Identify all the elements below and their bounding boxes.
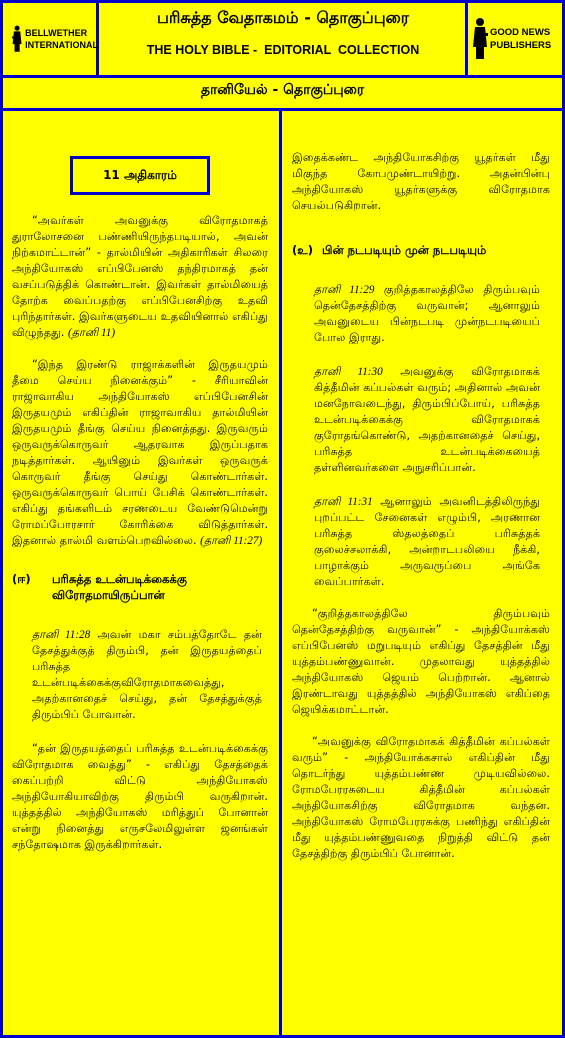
book-title: தானியேல் - தொகுப்புரை	[200, 82, 365, 98]
verse-reference: தானி 11:31	[314, 496, 373, 508]
header-title-english: THE HOLY BIBLE - EDITORIAL COLLECTION	[146, 43, 420, 57]
verse-reference: தானி 11:28	[32, 629, 91, 641]
verse-reference: (தானி 11)	[67, 327, 116, 339]
verse-quote: தானி 11:31 ஆனாலும் அவனிடத்திலிருந்து புறப்பட்ட சேனைகள் எழும்பி, அரணான பரிசுத்த ஸ்தலத்தைப் பரிசுத்தக் குலைச்சலாக்கி, அன்றாடபலியை நீக்கி, பாழாக்கும் அருவருப்பை அங்கே வைப்பார்கள்.	[314, 495, 540, 588]
preacher-figure-icon	[12, 17, 22, 61]
verse-reference: (தானி 11:27)	[200, 535, 263, 547]
commentary-paragraph: “அவர்கள் அவனுக்கு விரோதமாகத் துராலோசனை பண்ணியிருந்தபடியால், அவன் நிற்கமாட்டான்” - தால்மியின் அதிகாரிகள் சிலரை அந்தியோகஸ் எப்பிபேனஸ் தந்திரமாகத் தன் வசப்படுத்திக் கொண்டான். இவர்கள் தால்மியைத் தோற்க வைப்பதற்கு எப்பிபேனசிற்கு உதவி புரிந்தார்கள். இவர்களுடைய உதவியினால் எகிப்து விழுந்தது. (தானி 11)	[12, 214, 268, 339]
section-heading-text: பரிசுத்த உடன்படிக்கைக்கு விரோதமாயிருப்பான்	[52, 572, 187, 602]
header-title-tamil: பரிசுத்த வேதாகமம் - தொகுப்புரை	[156, 8, 410, 27]
logo-divider-right	[465, 0, 468, 76]
section-mark: (ஈ)	[12, 572, 31, 586]
section-mark: (உ)	[292, 243, 313, 257]
preacher-figure-icon	[472, 17, 488, 61]
commentary-paragraph: “அவனுக்கு விரோதமாகக் கித்தீமின் கப்பல்கள் வரும்” - அந்தியோக்கசால் எகிப்தின் மீது தொடர்ந்து யுத்தம்பண்ண முடியவில்லை. ரோமபேரரசுடைய கித்தீமின் கப்பல்கள் அந்தியோகசிற்கு விரோதமாக வந்தன. அந்தியோகஸ் ரோமபேரரசுக்கு பணிந்து எகிப்தின் மீது யுத்தம்பண்ணுவதை நிறுத்தி விட்டு தன் தேசத்திற்கு திரும்பிப் போனான்.	[292, 735, 550, 860]
commentary-paragraph: இதைக்கண்ட அந்தியோகசிற்கு யூதர்கள் மீது மிகுந்த கோபமுண்டாயிற்று. அதன்பின்பு அந்தியோகஸ் யூதர்களுக்கு விரோதமாக செயல்படுகிறான்.	[292, 151, 550, 212]
right-column	[292, 114, 550, 862]
chapter-label: 11 அதிகாரம்	[103, 168, 177, 182]
verse-reference: தானி 11:30	[314, 366, 383, 378]
verse-quote: தானி 11:29 குறித்தகாலத்திலே திரும்பவும் தென்தேசத்திற்கு வருவான்; ஆனாலும் அவனுடைய பின்நடபடி முன்நடபடியைப் போல இராது.	[314, 283, 540, 344]
commentary-paragraph: “இந்த இரண்டு ராஜாக்களின் இருதயமும் தீமை செய்ய நினைக்கும்” - சீரியாவின் ராஜாவாகிய அந்தியோகஸ் எப்பிபேனசின் இருதயமும் எகிப்தின் ராஜாவாகிய தால்மியின் இருதயமும் தீங்கு செய்ய நினைத்தது. இருவரும் ஒருவருக்கொருவர் ஆதரவாக இருப்பதாக நடித்தார்கள். ஆயினும் இவர்கள் ஒருவருக் கொருவர் தீங்கு செய்து கொண்டார்கள். ஒருவருக்கொருவர் பொய் பேசிக் கொண்டார்கள். எகிப்து தங்களிடம் சரணடைய வேண்டுமென்று ரோமப்போரசார் கோரிக்கை விடுத்தார்கள். இதனால் தால்மி வளம்பெறவில்லை. (தானி 11:27)	[12, 358, 268, 547]
header-divider	[0, 75, 565, 78]
section-heading-text: பின் நடபடியும் முன் நடபடியும்	[322, 243, 487, 257]
bellwether-logo	[6, 6, 98, 72]
left-column	[12, 114, 268, 853]
good-news-logo	[470, 6, 562, 72]
chapter-box	[70, 156, 210, 195]
section-heading	[292, 242, 550, 258]
verse-quote: தானி 11:30 அவனுக்கு விரோதமாகக் கித்தீமின் கப்பல்கள் வரும்; அதினால் அவன் மனநோவடைந்து, திரும்பிப்போய், பரிசுத்த உடன்படிக்கைக்கு விரோதமாகக் குரோதங்கொண்டு, அதற்கானதைச் செய்து, பரிசுத்த உடன்படிக்கையைத் தள்ளினவர்களை அநுசரிப்பான்.	[314, 365, 540, 474]
verse-reference: தானி 11:29	[314, 284, 375, 296]
logo-right-line1: GOOD NEWS	[490, 27, 551, 38]
title-divider	[0, 108, 565, 111]
logo-left-line2: INTERNATIONAL	[25, 40, 98, 50]
verse-quote: தானி 11:28 அவன் மகா சம்பத்தோடே தன் தேசத்துக்குத் திரும்பி, தன் இருதயத்தைப் பரிசுத்த உடன்படிக்கைக்குவிரோதமாகவைத்து, அதற்கானதைச் செய்து, தன் தேசத்துக்குத் திரும்பிப் போவான்.	[32, 628, 262, 721]
commentary-paragraph: “குறித்தகாலத்திலே திரும்பவும் தென்தேசத்திற்கு வருவான்” - அந்தியோக்கஸ் எப்பிபேனஸ் மறுபடியும் எகிப்து தேசத்தின் மீது யுத்தம்பண்ணுவான். முதலாவது யுத்தத்தில் அந்தியோகஸ் ஜெயம் பெற்றான். ஆனால் இரண்டாவது யுத்தத்தில் அந்தியோகஸ் எகிப்தை ஜெயிக்கமாட்டான்.	[292, 607, 550, 716]
column-divider	[279, 108, 282, 1038]
section-heading	[12, 571, 268, 603]
logo-right-line2: PUBLISHERS	[490, 40, 552, 51]
commentary-paragraph: “தன் இருதயத்தைப் பரிசுத்த உடன்படிக்கைக்கு விரோதமாக வைத்து” - எகிப்து தேசத்தைக் கைப்பற்றி விட்டு அந்தியோகஸ் அந்தியோகியாவிற்கு திரும்பி வருகிறான். யுத்தத்தில் அந்தியோகஸ் மரித்துப் போனான் என்று நினைத்து எருசலேமிலுள்ள ஜனங்கள் சந்தோஷமாக இருக்கிறார்கள்.	[12, 742, 268, 851]
logo-left-line1: BELLWETHER	[25, 28, 88, 38]
